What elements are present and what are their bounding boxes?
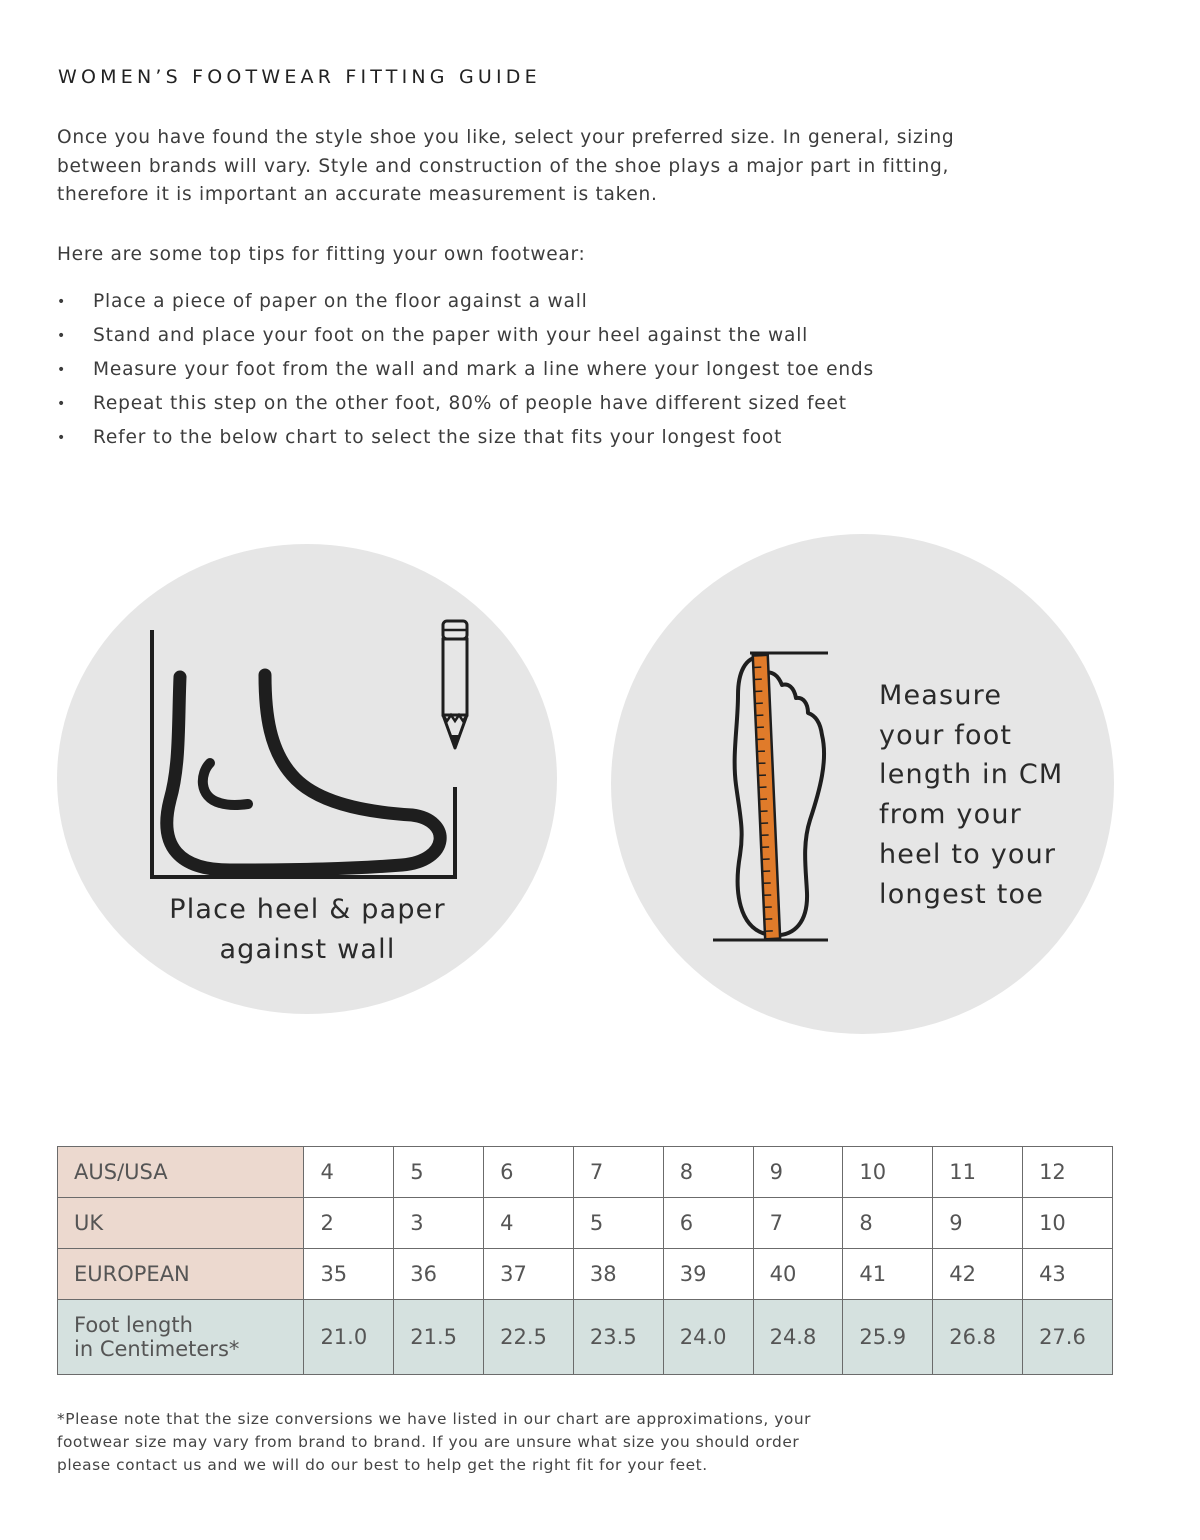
foot-against-wall-icon <box>140 615 480 885</box>
table-cell: 24.8 <box>753 1300 843 1375</box>
table-cell: 10 <box>1023 1198 1113 1249</box>
caption-line: from your <box>879 799 1022 831</box>
bullet-icon: • <box>57 294 67 310</box>
table-cell: 22.5 <box>484 1300 574 1375</box>
table-cell: 4 <box>484 1198 574 1249</box>
size-conversion-table <box>57 1146 1113 1375</box>
table-cell: 9 <box>933 1198 1023 1249</box>
row-header-line: in Centimeters* <box>74 1337 240 1361</box>
table-cell: 21.5 <box>394 1300 484 1375</box>
table-cell: 40 <box>753 1249 843 1300</box>
table-cell: 41 <box>843 1249 933 1300</box>
left-circle-caption <box>150 890 465 970</box>
footnote: *Please note that the size conversions we have listed in our chart are approximations, your footwear size may vary from brand to brand. If you are unsure what size you should order please contact us and we will do our best to help get the right fit for your feet. <box>57 1410 812 1474</box>
table-cell: 7 <box>573 1147 663 1198</box>
caption-line: Place heel & paper <box>169 894 446 925</box>
tip-text: Stand and place your foot on the paper with your heel against the wall <box>93 325 809 346</box>
table-cell: 4 <box>304 1147 394 1198</box>
bullet-icon: • <box>57 430 67 446</box>
table-row <box>58 1300 1113 1375</box>
row-header-line: Foot length <box>74 1313 193 1337</box>
table-cell: 6 <box>484 1147 574 1198</box>
row-header: EUROPEAN <box>58 1249 304 1300</box>
table-cell: 43 <box>1023 1249 1113 1300</box>
ruler-icon <box>748 653 788 943</box>
tip-item <box>57 288 874 322</box>
table-cell: 35 <box>304 1249 394 1300</box>
table-cell: 23.5 <box>573 1300 663 1375</box>
table-cell: 3 <box>394 1198 484 1249</box>
table-cell: 26.8 <box>933 1300 1023 1375</box>
table-cell: 42 <box>933 1249 1023 1300</box>
caption-line: heel to your <box>879 838 1057 870</box>
row-header: AUS/USA <box>58 1147 304 1198</box>
table-cell: 6 <box>663 1198 753 1249</box>
table-cell: 27.6 <box>1023 1300 1113 1375</box>
table-row <box>58 1147 1113 1198</box>
table-cell: 36 <box>394 1249 484 1300</box>
table-cell: 9 <box>753 1147 843 1198</box>
table-cell: 25.9 <box>843 1300 933 1375</box>
table-cell: 37 <box>484 1249 574 1300</box>
table-cell: 2 <box>304 1198 394 1249</box>
row-header <box>58 1300 304 1375</box>
tip-item <box>57 390 874 424</box>
tip-text: Measure your foot from the wall and mark a line where your longest toe ends <box>93 359 875 380</box>
table-cell: 8 <box>663 1147 753 1198</box>
table-cell: 5 <box>573 1198 663 1249</box>
tips-heading: Here are some top tips for fitting your own footwear: <box>57 244 586 265</box>
caption-line: Measure <box>879 680 1003 711</box>
tip-item <box>57 356 874 390</box>
tip-text: Place a piece of paper on the floor against a wall <box>93 291 588 312</box>
table-cell: 24.0 <box>663 1300 753 1375</box>
table-cell: 8 <box>843 1198 933 1249</box>
caption-line: longest toe <box>879 878 1045 910</box>
table-cell: 39 <box>663 1249 753 1300</box>
tip-item <box>57 424 874 458</box>
table-cell: 11 <box>933 1147 1023 1198</box>
table-cell: 10 <box>843 1147 933 1198</box>
table-cell: 5 <box>394 1147 484 1198</box>
table-cell: 7 <box>753 1198 843 1249</box>
pencil-icon <box>438 618 472 754</box>
intro-paragraph: Once you have found the style shoe you like, select your preferred size. In general, sizing between brands will vary. Style and construction of the shoe plays a major part in fitting, therefore it is important an accurate measurement is taken. <box>57 127 955 205</box>
tip-text: Refer to the below chart to select the size that fits your longest foot <box>93 427 783 448</box>
bullet-icon: • <box>57 396 67 412</box>
caption-line: against wall <box>219 934 396 965</box>
table-row <box>58 1198 1113 1249</box>
page-title: WOMEN’S FOOTWEAR FITTING GUIDE <box>58 66 541 88</box>
right-circle-caption <box>879 676 1099 914</box>
table-cell: 21.0 <box>304 1300 394 1375</box>
table-cell: 12 <box>1023 1147 1113 1198</box>
tips-list <box>57 288 874 458</box>
table-row <box>58 1249 1113 1300</box>
tip-text: Repeat this step on the other foot, 80% of people have different sized feet <box>93 393 847 414</box>
bullet-icon: • <box>57 328 67 344</box>
row-header: UK <box>58 1198 304 1249</box>
caption-line: length in CM <box>879 759 1064 791</box>
tip-item <box>57 322 874 356</box>
caption-line: your foot <box>879 719 1013 751</box>
bullet-icon: • <box>57 362 67 378</box>
table-cell: 38 <box>573 1249 663 1300</box>
